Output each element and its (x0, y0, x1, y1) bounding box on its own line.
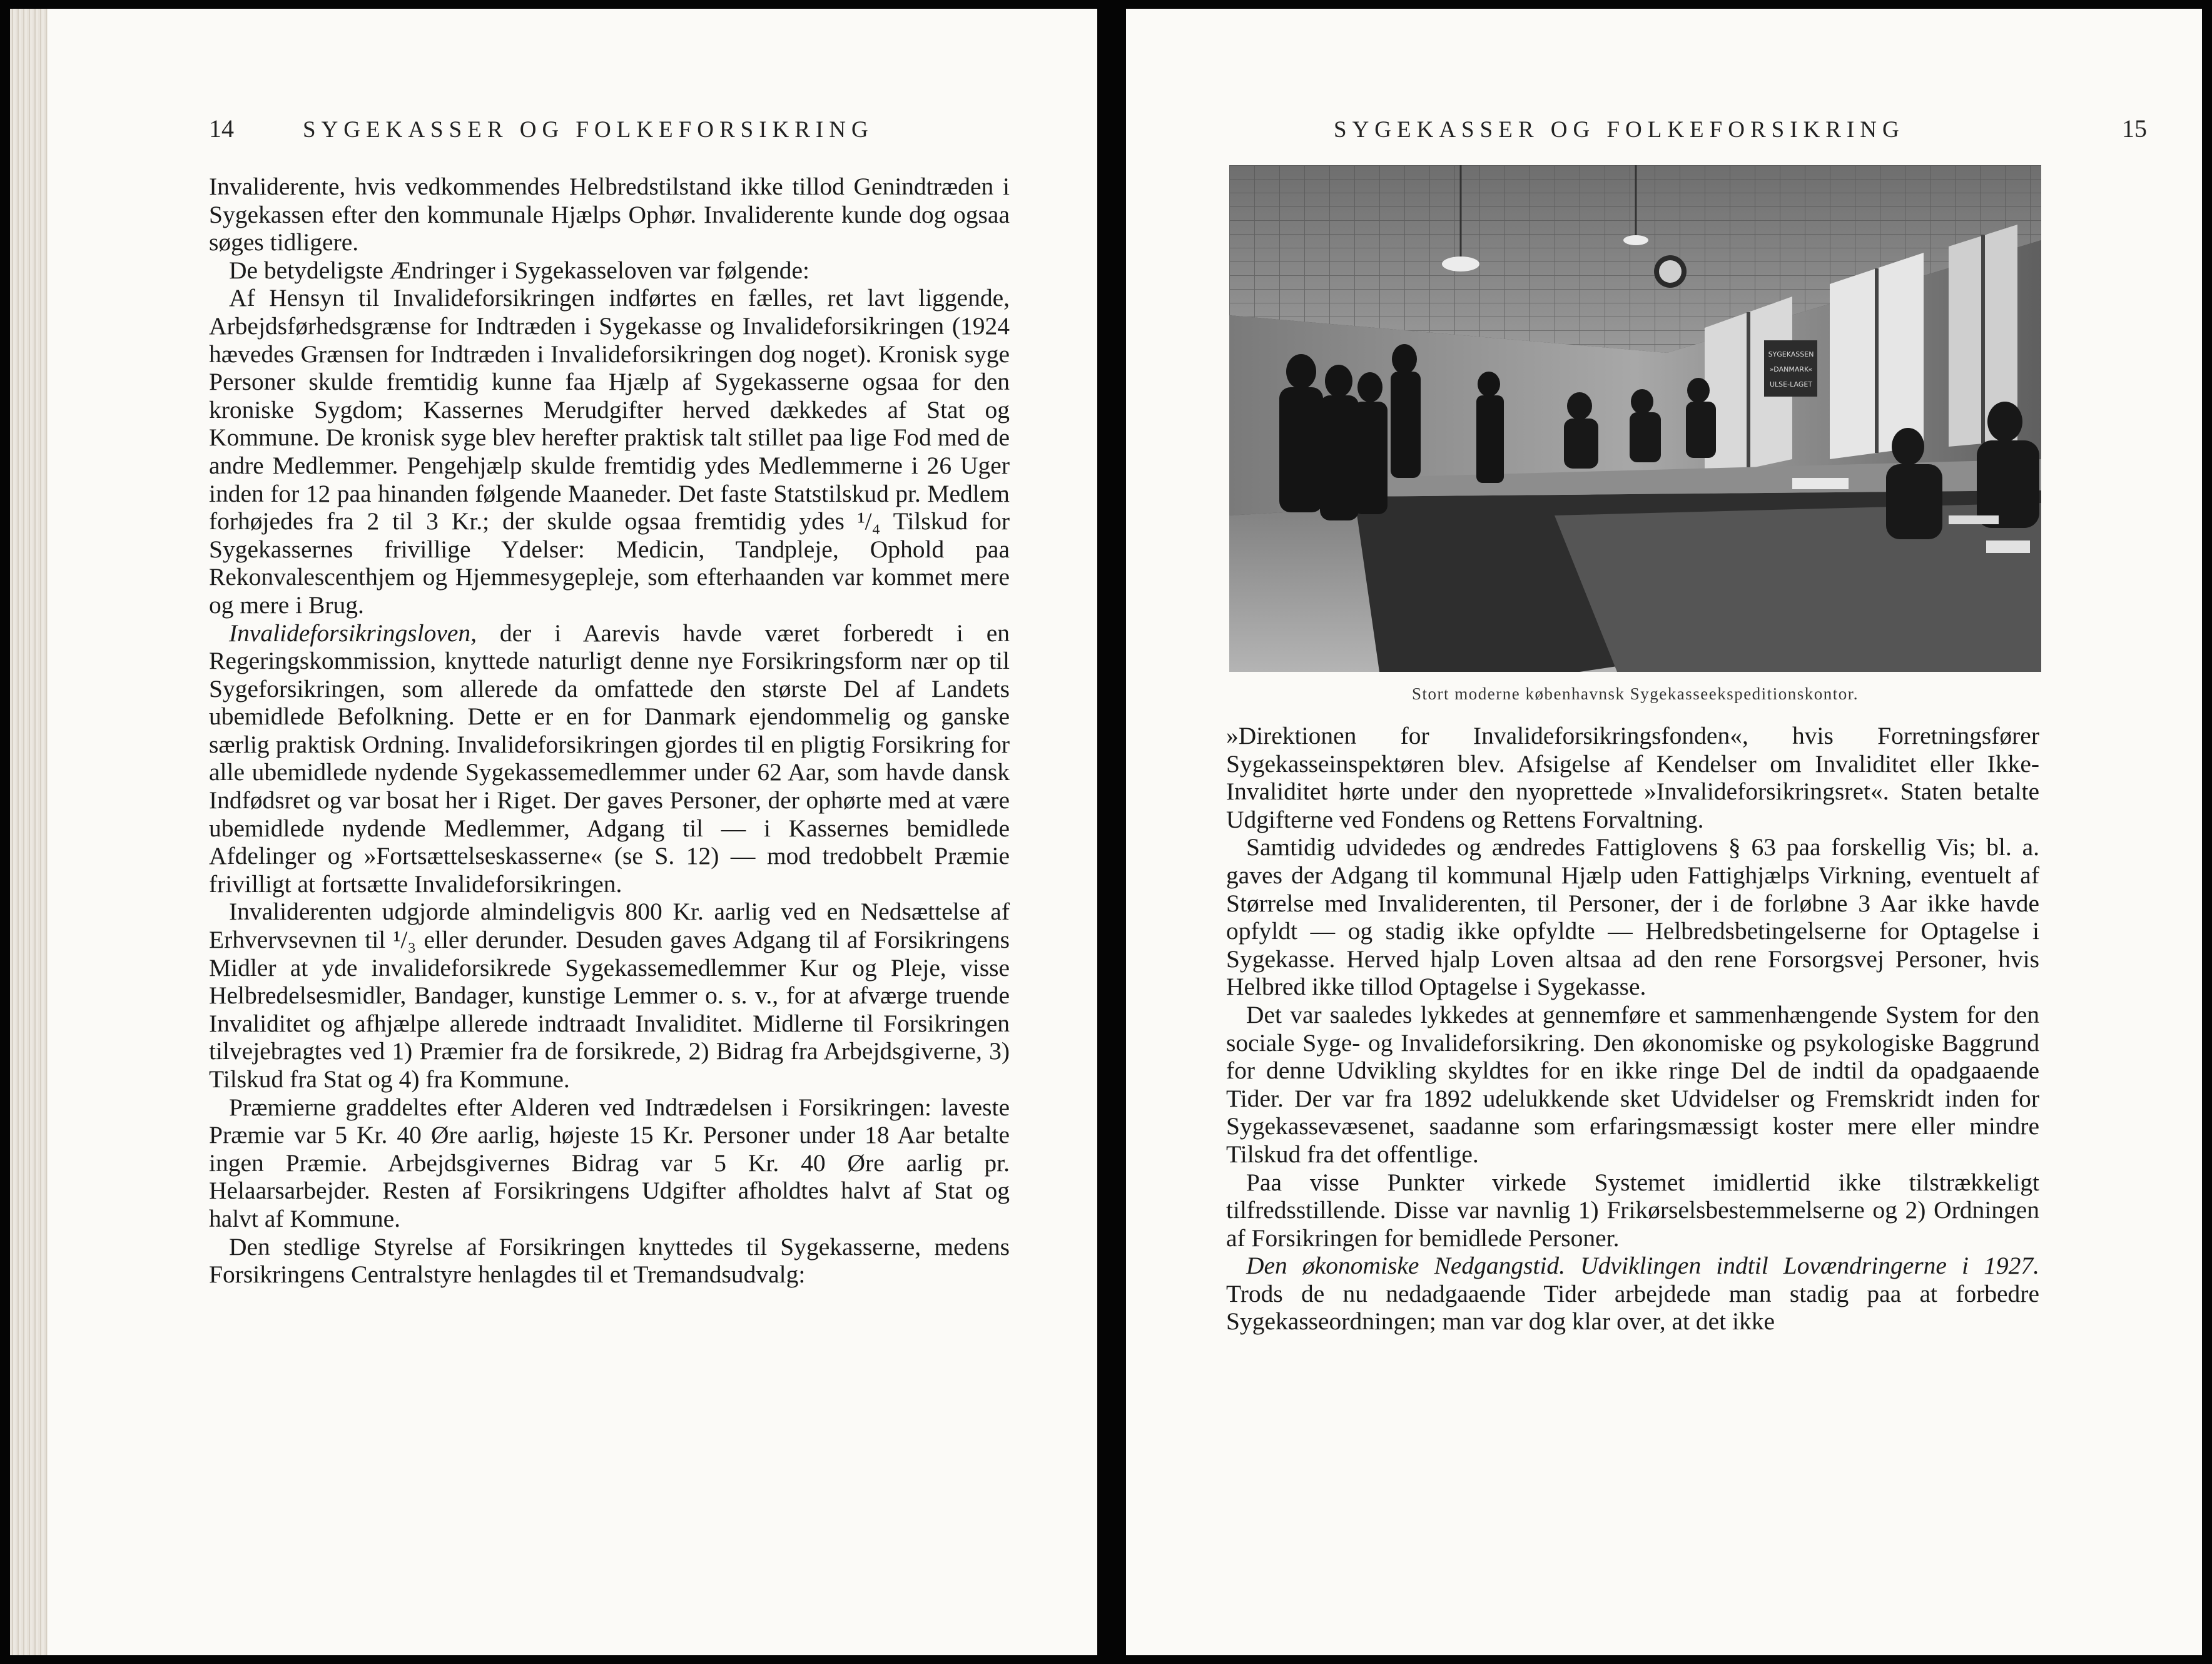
paragraph-text: Af Hensyn til Invalideforsikringen indførtes en fælles, ret lavt liggende, Arbejdsførhedsgrænse for Indtræden i Sygekasse og Invalideforsikringen (1924 hævedes Grænsen for Indtræden i Invalideforsikringen dog noget). Kronisk syge Personer skulde fremtidig kunne faa Hjælp af Sygekasserne ogsaa for den kroniske Sygdom; Kassernes Merudgifter herved dækkedes af Stat og Kommune. De kronisk syge blev herefter praktisk talt stillet paa lige Fod med de andre Medlemmer. Pengehjælp skulde fremtidig ydes Medlemmerne i 26 Uger inden for 12 paa hinanden følgende Maaneder. Det faste Statstilskud pr. Medlem forhøjedes fra 2 til 3 Kr.; der skulde ogsaa fremtidig ydes ¹/₄ Tilskud for Sygekassernes frivillige Ydelser: Medicin, Tandpleje, Ophold paa Rekonvalescenthjem og Hjemmesygepleje, som efterhaanden var kommet mere og mere i Brug. (209, 284, 1010, 619)
paragraph (1226, 1001, 2039, 1169)
paragraph-text: der i Aarevis havde været forberedt i en Regeringskommission, knyttede naturligt denne nye Forsikringsform nær op til Sygeforsikringen, som allerede da omfattede den største Del af Landets ubemidlede Befolkning. Dette er en for Danmark ejendommelig og ganske særlig praktisk Ordning. Invalideforsikringen gjordes til en pligtig Forsikring for alle ubemidlede nydende Sygekassemedlemmer under 62 Aar, som havde dansk Indfødsret og var bosat her i Riget. Der gaves Personer, der ophørte med at være ubemidlede nydende Medlemmer, Adgang til — i Kassernes bemidlede Afdelinger og »Fortsættelseskasserne« (se S. 12) — mod tredobbelt Præmie frivilligt at fortsætte Invalideforsikringen. (209, 619, 1010, 898)
sign-line: SYGEKASSEN (1768, 350, 1814, 358)
paragraph (1226, 1252, 2039, 1336)
paragraph (1226, 1169, 2039, 1252)
running-head (1334, 114, 2147, 158)
office-photograph (1229, 165, 2041, 672)
paragraph (1226, 722, 2039, 833)
paragraph (209, 1093, 1010, 1233)
running-head-title: SYGEKASSER OG FOLKEFORSIKRING (303, 117, 874, 143)
paragraph-text: »Direktionen for Invalideforsikringsfonden«, hvis Forretningsfører Sygekasseinspektøren blev. Afsigelse af Kendelser om Invaliditet eller Ikke-Invaliditet hørte under den nyoprettede »Invalideforsikringsret«. Staten betalte Udgifterne ved Fondens og Rettens Forvaltning. (1226, 722, 2039, 833)
office-photograph-image (1229, 165, 2041, 672)
paragraph (209, 619, 1010, 898)
right-page (1126, 9, 2202, 1655)
paragraph (209, 256, 1010, 285)
running-head (209, 114, 874, 158)
sign-line: »DANMARK« (1769, 365, 1813, 373)
paragraph (209, 898, 1010, 1093)
page-edge-strip (10, 9, 48, 1655)
paragraph (209, 173, 1010, 256)
paragraph-text: Invaliderente, hvis vedkommendes Helbredstilstand ikke tillod Genindtræden i Sygekassen efter den kommunale Hjælps Ophør. Invaliderente kunde dog ogsaa søges tidligere. (209, 173, 1010, 256)
paragraph-text: Invaliderenten udgjorde almindeligvis 800 Kr. aarlig ved en Nedsættelse af Erhvervsevnen til ¹/₃ eller derunder. Desuden gaves Adgang til af Forsikringens Midler at yde invalideforsikrede Sygekassemedlemmer Kur og Pleje, visse Helbredelsesmidler, Bandager, kunstige Lemmer o. s. v., for at afværge truende Invaliditet og afhjælpe allerede indtraadt Invaliditet. Midlerne til Forsikringen tilvejebragtes ved 1) Præmier fra de forsikrede, 2) Bidrag fra Arbejdsgiverne, 3) Tilskud fra Stat og 4) fra Kommune. (209, 898, 1010, 1093)
paragraph-lead: Invalideforsikringsloven, (229, 619, 477, 647)
page-number: 15 (2122, 114, 2147, 143)
paragraph (1226, 833, 2039, 1001)
body-text (1226, 722, 2039, 1336)
paragraph (209, 1233, 1010, 1289)
paragraph-text: Det var saaledes lykkedes at gennemføre et sammenhængende System for den sociale Syge- og Invalideforsikring. Den økonomiske og psykologiske Baggrund for denne Udvikling skyldtes for en ikke ringe Del de indtil da opadgaaende Tider. Der var fra 1892 udelukkende sket Udvidelser og Fremskridt inden for Sygekassevæsenet, saadanne som erfaringsmæssigt koster mere eller mindre Tilskud fra det offentlige. (1226, 1000, 2039, 1168)
paragraph-lead: Den økonomiske Nedgangstid. Udviklingen indtil Lovændringerne i 1927. (1246, 1252, 2039, 1280)
body-text (209, 173, 1010, 1289)
figure-caption: Stort moderne københavnsk Sygekasseekspeditionskontor. (1412, 684, 1859, 703)
paragraph-text: Trods de nu nedadgaaende Tider arbejdede man stadig paa at forbedre Sygekasseordningen; man var dog klar over, at det ikke (1226, 1279, 2039, 1336)
paragraph-text: De betydeligste Ændringer i Sygekasseloven var følgende: (229, 256, 809, 284)
paragraph-text: Samtidig udvidedes og ændredes Fattiglovens § 63 paa forskellig Vis; bl. a. gaves der Adgang til kommunal Hjælp uden Fattighjælps Virkning, eventuelt af Størrelse med Invaliderenten, til Personer, der i de forløbne 3 Aar ikke havde opfyldt — og stadig ikke opfyldte — Helbredsbetingelserne for Optagelse i Sygekasse. Herved hjalp Loven altsaa ad den rene Forsorgsvej Personer, hvis Helbred ikke tillod Optagelse i Sygekasse. (1226, 833, 2039, 1001)
running-head-title: SYGEKASSER OG FOLKEFORSIKRING (1334, 117, 1905, 143)
paragraph-text: Den stedlige Styrelse af Forsikringen knyttedes til Sygekasserne, medens Forsikringens Centralstyre henlagdes til et Tremandsudvalg: (209, 1232, 1010, 1289)
paragraph (209, 284, 1010, 619)
paragraph-text: Paa visse Punkter virkede Systemet imidlertid ikke tilstrækkeligt tilfredsstillende. Disse var navnlig 1) Frikørselsbestemmelserne og 2) Ordningen af Forsikringen for bemidlede Personer. (1226, 1168, 2039, 1252)
page-number: 14 (209, 114, 234, 143)
sign-line: ULSE-LAGET (1770, 380, 1812, 388)
paragraph-text: Præmierne graddeltes efter Alderen ved Indtrædelsen i Forsikringen: laveste Præmie var 5 Kr. 40 Øre aarlig, højeste 15 Kr. Personer under 18 Aar betalte ingen Præmie. Arbejdsgivernes Bidrag var 5 Kr. 40 Øre aarlig pr. Helaarsarbejder. Resten af Forsikringens Udgifter afholdtes halvt af Stat og halvt af Kommune. (209, 1093, 1010, 1232)
left-page (10, 9, 1097, 1655)
